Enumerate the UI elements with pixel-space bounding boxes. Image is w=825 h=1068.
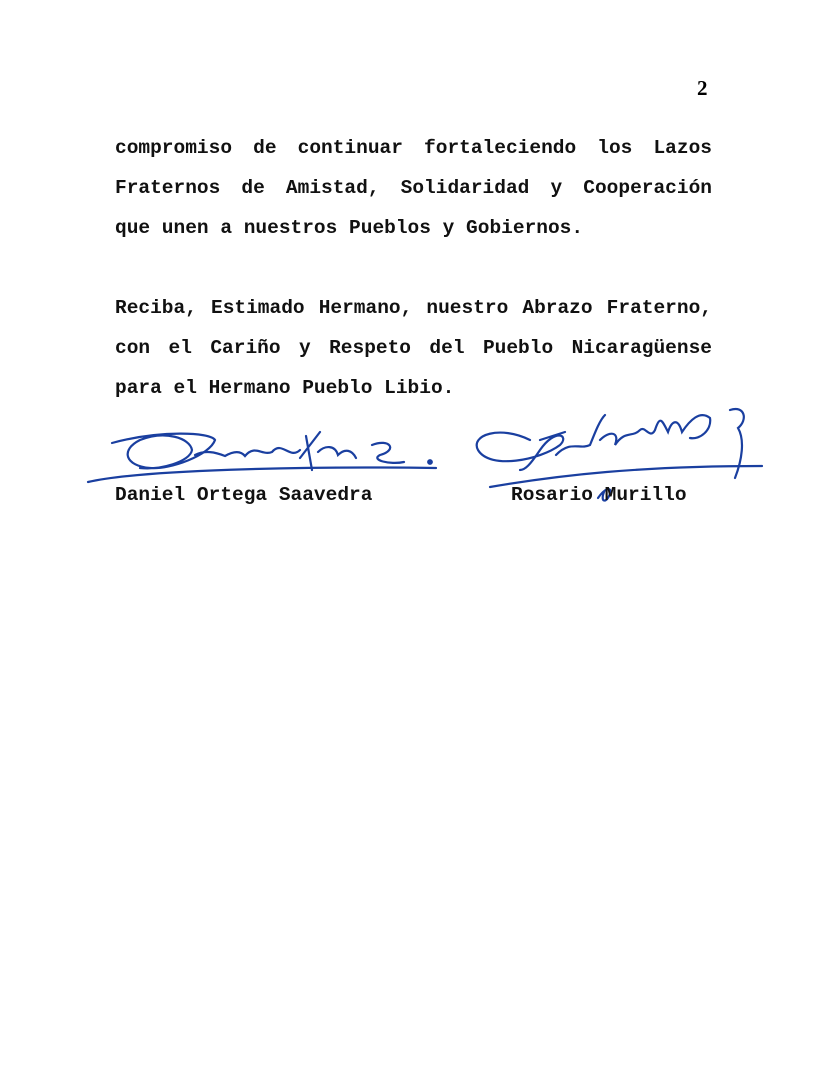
text-line: Fraternos de Amistad, Solidaridad y Cooperación xyxy=(115,177,712,199)
text-line: Reciba, Estimado Hermano, nuestro Abrazo Fraterno, xyxy=(115,297,712,319)
text-line: para el Hermano Pueblo Libio. xyxy=(115,377,455,399)
page-number: 2 xyxy=(697,76,708,100)
text-line: que unen a nuestros Pueblos y Gobiernos. xyxy=(115,217,584,239)
signatory-name: Daniel Ortega Saavedra xyxy=(115,484,373,506)
paragraph-closing-commitment xyxy=(115,128,712,248)
signature-daniel-ortega xyxy=(88,432,436,482)
text-line: compromiso de continuar fortaleciendo los Lazos xyxy=(115,137,712,159)
text-line: con el Cariño y Respeto del Pueblo Nicaragüense xyxy=(115,337,712,359)
signatory-name: Rosario Murillo xyxy=(511,484,687,506)
paragraph-greeting xyxy=(115,288,712,408)
